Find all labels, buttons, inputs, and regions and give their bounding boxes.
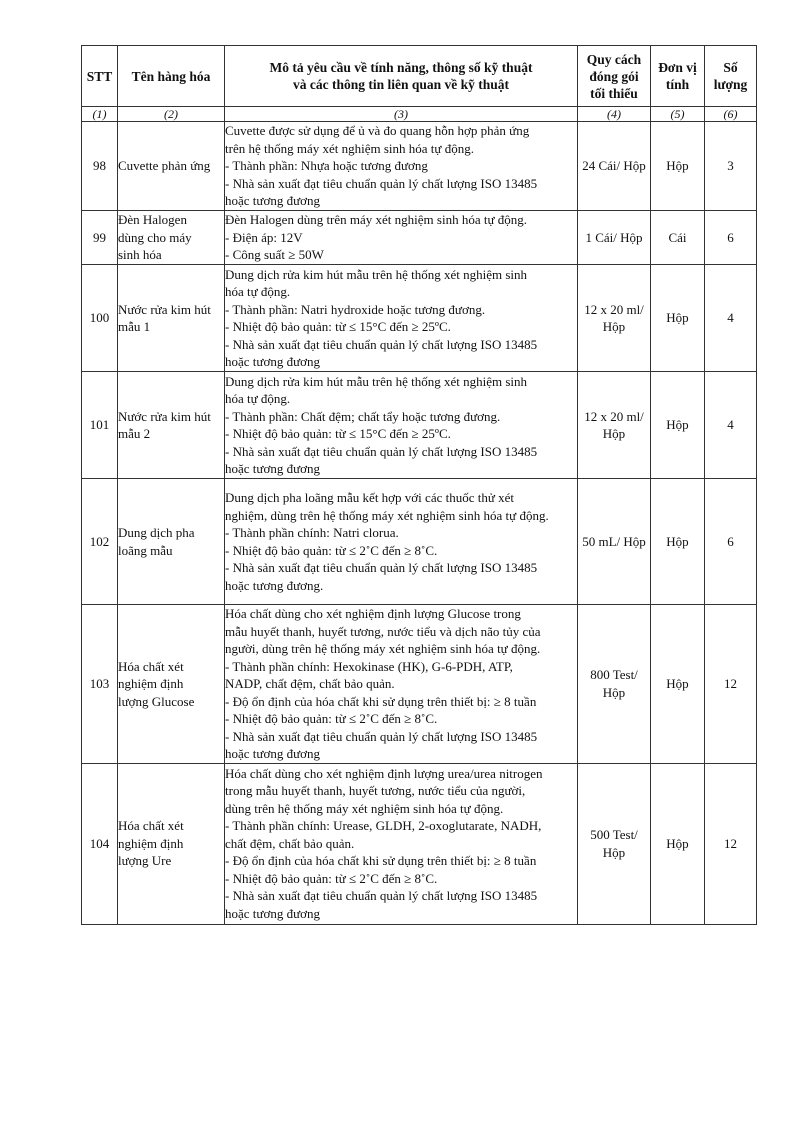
header-row — [82, 46, 757, 107]
row-description: Dung dịch rửa kim hút mẫu trên hệ thống xét nghiệm sinh hóa tự động. - Thành phần: Chất đệm; chất tẩy hoặc tương đương. - Nhiệt độ bảo quản: từ ≤ 15°C đến ≥ 25ºC. - Nhà sản xuất đạt tiêu chuẩn quản lý chất lượng ISO 13485 hoặc tương đương — [225, 372, 578, 479]
column-number: (3) — [225, 107, 578, 122]
table-row — [82, 372, 757, 479]
row-unit: Cái — [651, 211, 705, 265]
row-description: Hóa chất dùng cho xét nghiệm định lượng Glucose trong mẫu huyết thanh, huyết tương, nước tiểu và dịch não tủy của người, dùng trên hệ thống máy xét nghiệm sinh hóa tự động. - Thành phần chính: Hexokinase (HK), G-6-PDH, ATP, NADP, chất đệm, chất bảo quản. - Độ ổn định của hóa chất khi sử dụng trên thiết bị: ≥ 8 tuần - Nhiệt độ bảo quản: từ ≤ 2˚C đến ≥ 8˚C. - Nhà sản xuất đạt tiêu chuẩn quản lý chất lượng ISO 13485 hoặc tương đương — [225, 605, 578, 764]
header-quantity: Số lượng — [705, 46, 757, 107]
row-packaging: 1 Cái/ Hộp — [578, 211, 651, 265]
row-description: Hóa chất dùng cho xét nghiệm định lượng urea/urea nitrogen trong mẫu huyết thanh, huyết tương, nước tiểu của người, dùng trên hệ thống máy xét nghiệm sinh hóa tự động. - Thành phần chính: Urease, GLDH, 2-oxoglutarate, NADH, chất đệm, chất bảo quản. - Độ ổn định của hóa chất khi sử dụng trên thiết bị: ≥ 8 tuần - Nhiệt độ bảo quản: từ ≤ 2˚C đến ≥ 8˚C. - Nhà sản xuất đạt tiêu chuẩn quản lý chất lượng ISO 13485 hoặc tương đương — [225, 763, 578, 924]
row-unit: Hộp — [651, 265, 705, 372]
column-number: (1) — [82, 107, 118, 122]
row-description: Đèn Halogen dùng trên máy xét nghiệm sinh hóa tự động. - Điện áp: 12V - Công suất ≥ 50W — [225, 211, 578, 265]
row-quantity: 4 — [705, 372, 757, 479]
header-description: Mô tả yêu cầu về tính năng, thông số kỹ thuật và các thông tin liên quan về kỹ thuật — [225, 46, 578, 107]
table-row — [82, 122, 757, 211]
row-unit: Hộp — [651, 479, 705, 605]
column-number: (4) — [578, 107, 651, 122]
table-row — [82, 605, 757, 764]
column-number: (6) — [705, 107, 757, 122]
row-quantity: 3 — [705, 122, 757, 211]
row-quantity: 12 — [705, 605, 757, 764]
row-packaging: 12 x 20 ml/ Hộp — [578, 372, 651, 479]
row-stt: 101 — [82, 372, 118, 479]
column-number-row — [82, 107, 757, 122]
table-row — [82, 211, 757, 265]
row-description: Dung dịch pha loãng mẫu kết hợp với các thuốc thử xét nghiệm, dùng trên hệ thống máy xét nghiệm sinh hóa tự động. - Thành phần chính: Natri clorua. - Nhiệt độ bảo quản: từ ≤ 2˚C đến ≥ 8˚C. - Nhà sản xuất đạt tiêu chuẩn quản lý chất lượng ISO 13485 hoặc tương đương. — [225, 479, 578, 605]
row-packaging: 800 Test/ Hộp — [578, 605, 651, 764]
row-stt: 102 — [82, 479, 118, 605]
table-row — [82, 265, 757, 372]
row-product-name: Hóa chất xét nghiệm định lượng Glucose — [118, 605, 225, 764]
row-quantity: 6 — [705, 479, 757, 605]
row-packaging: 500 Test/ Hộp — [578, 763, 651, 924]
row-product-name: Cuvette phản ứng — [118, 122, 225, 211]
row-stt: 103 — [82, 605, 118, 764]
header-packaging: Quy cách đóng gói tối thiểu — [578, 46, 651, 107]
row-quantity: 12 — [705, 763, 757, 924]
row-stt: 100 — [82, 265, 118, 372]
row-product-name: Hóa chất xét nghiệm định lượng Ure — [118, 763, 225, 924]
table-row — [82, 479, 757, 605]
row-unit: Hộp — [651, 122, 705, 211]
row-product-name: Nước rửa kim hút mẫu 2 — [118, 372, 225, 479]
row-stt: 104 — [82, 763, 118, 924]
row-description: Cuvette được sử dụng để ủ và đo quang hỗn hợp phản ứng trên hệ thống máy xét nghiệm sinh hóa tự động. - Thành phần: Nhựa hoặc tương đương - Nhà sản xuất đạt tiêu chuẩn quản lý chất lượng ISO 13485 hoặc tương đương — [225, 122, 578, 211]
row-quantity: 6 — [705, 211, 757, 265]
row-stt: 99 — [82, 211, 118, 265]
table-row — [82, 763, 757, 924]
header-unit: Đơn vị tính — [651, 46, 705, 107]
column-number: (5) — [651, 107, 705, 122]
row-quantity: 4 — [705, 265, 757, 372]
row-unit: Hộp — [651, 605, 705, 764]
header-name: Tên hàng hóa — [118, 46, 225, 107]
specification-table — [81, 45, 757, 925]
row-packaging: 24 Cái/ Hộp — [578, 122, 651, 211]
row-product-name: Dung dịch pha loãng mẫu — [118, 479, 225, 605]
row-packaging: 50 mL/ Hộp — [578, 479, 651, 605]
row-stt: 98 — [82, 122, 118, 211]
row-unit: Hộp — [651, 372, 705, 479]
column-number: (2) — [118, 107, 225, 122]
row-packaging: 12 x 20 ml/ Hộp — [578, 265, 651, 372]
header-stt: STT — [82, 46, 118, 107]
row-product-name: Nước rửa kim hút mẫu 1 — [118, 265, 225, 372]
row-unit: Hộp — [651, 763, 705, 924]
row-description: Dung dịch rửa kim hút mẫu trên hệ thống xét nghiệm sinh hóa tự động. - Thành phần: Natri hydroxide hoặc tương đương. - Nhiệt độ bảo quản: từ ≤ 15°C đến ≥ 25ºC. - Nhà sản xuất đạt tiêu chuẩn quản lý chất lượng ISO 13485 hoặc tương đương — [225, 265, 578, 372]
row-product-name: Đèn Halogen dùng cho máy sinh hóa — [118, 211, 225, 265]
table-body — [82, 122, 757, 925]
